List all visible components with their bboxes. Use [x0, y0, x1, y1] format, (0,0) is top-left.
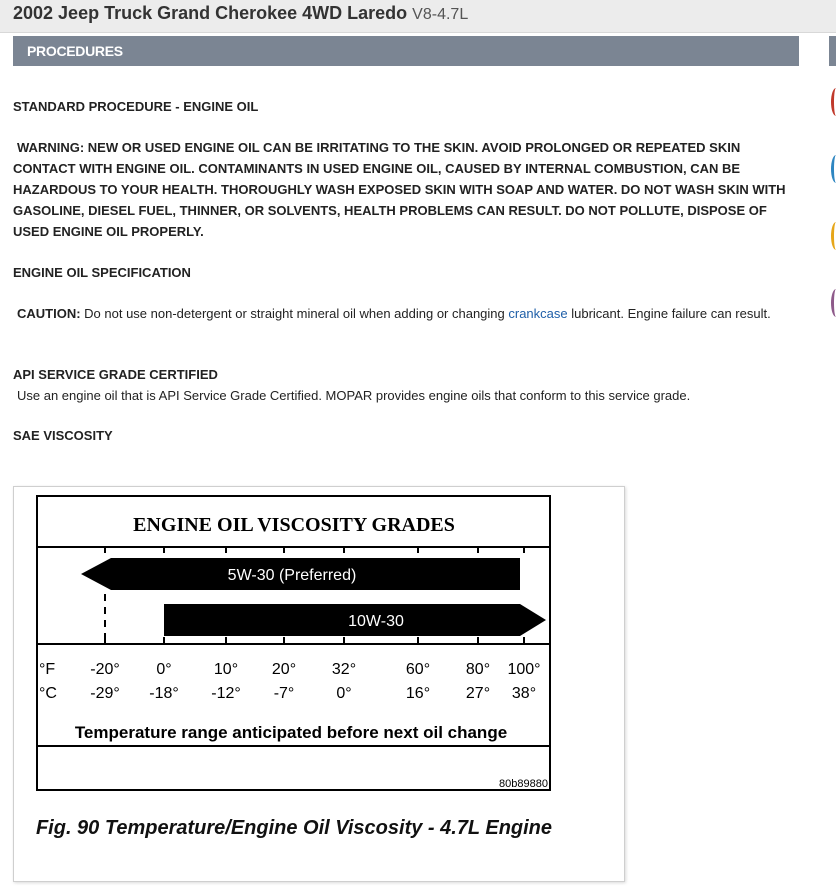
diagram-title: ENGINE OIL VISCOSITY GRADES [133, 514, 455, 536]
section-header-procedures: PROCEDURES [13, 36, 799, 66]
temp-c-label-27: 27° [465, 685, 491, 702]
figure-code: 80b89880 [499, 778, 548, 790]
caution-text-2: lubricant. Engine failure can result. [567, 306, 771, 321]
side-nav-purple-icon[interactable] [831, 289, 836, 317]
warning-text: WARNING: NEW OR USED ENGINE OIL CAN BE IRRITATING TO THE SKIN. AVOID PROLONGED OR REPEATED SKIN CONTACT WITH ENGINE OIL. CONTAMINANTS IN USED ENGINE OIL, CAUSED BY INTERNAL COMBUSTION, CAN BE HAZARDOUS TO YOUR HEALTH. THOROUGHLY WASH EXPOSED SKIN WITH SOAP AND WATER. DO NOT WASH SKIN WITH GASOLINE, DIESEL FUEL, THINNER, OR SOLVENTS, HEALTH PROBLEMS CAN RESULT. DO NOT POLLUTE, DISPOSE OF USED ENGINE OIL PROPERLY. [13, 140, 786, 239]
heading-oil-spec: ENGINE OIL SPECIFICATION [13, 265, 191, 280]
temp-f-label-100: 100° [507, 661, 541, 678]
temp-f-label-10: 10° [213, 661, 239, 678]
temp-f-label-80: 80° [465, 661, 491, 678]
temp-c-label-0: 0° [336, 685, 352, 702]
temp-f-label-minus20: -20° [90, 661, 120, 678]
vehicle-title: 2002 Jeep Truck Grand Cherokee 4WD Laredo [13, 3, 408, 23]
side-panel-edge [829, 36, 836, 66]
side-nav-blue-icon[interactable] [831, 155, 836, 183]
caution-label: CAUTION: [17, 306, 81, 321]
api-text: Use an engine oil that is API Service Grade Certified. MOPAR provides engine oils that conform to this service grade. [17, 388, 691, 403]
fahrenheit-unit: °F [39, 661, 56, 678]
side-nav-yellow-icon[interactable] [831, 222, 836, 250]
heading-sae-viscosity: SAE VISCOSITY [13, 428, 113, 443]
heading-standard-procedure: STANDARD PROCEDURE - ENGINE OIL [13, 99, 259, 114]
temp-c-label-16: 16° [405, 685, 431, 702]
page-title [13, 3, 468, 24]
temp-c-label-minus12: -12° [211, 685, 241, 702]
temp-f-label-60: 60° [405, 661, 431, 678]
grade-label-5w30: 5W-30 (Preferred) [227, 567, 357, 584]
side-nav-red-icon[interactable] [831, 88, 836, 116]
temp-c-label-minus18: -18° [149, 685, 179, 702]
title-bar [0, 0, 836, 33]
caution-paragraph [13, 303, 803, 324]
caution-text-1: Do not use non-detergent or straight mineral oil when adding or changing [80, 306, 509, 321]
engine-label: V8-4.7L [412, 6, 469, 23]
crankcase-link[interactable]: crankcase [508, 306, 568, 321]
temp-c-label-38: 38° [511, 685, 537, 702]
heading-api: API SERVICE GRADE CERTIFIED [13, 367, 218, 382]
celsius-unit: °C [39, 685, 57, 702]
temp-c-label-minus29: -29° [90, 685, 120, 702]
temp-f-label-0: 0° [156, 661, 172, 678]
temp-f-label-20: 20° [271, 661, 297, 678]
temp-c-label-minus7: -7° [273, 685, 295, 702]
figure-caption: Fig. 90 Temperature/Engine Oil Viscosity - 4.7L Engine [35, 817, 553, 839]
grade-label-10w30: 10W-30 [348, 613, 404, 630]
temp-f-label-32: 32° [331, 661, 357, 678]
range-label: Temperature range anticipated before next oil change [74, 723, 508, 742]
